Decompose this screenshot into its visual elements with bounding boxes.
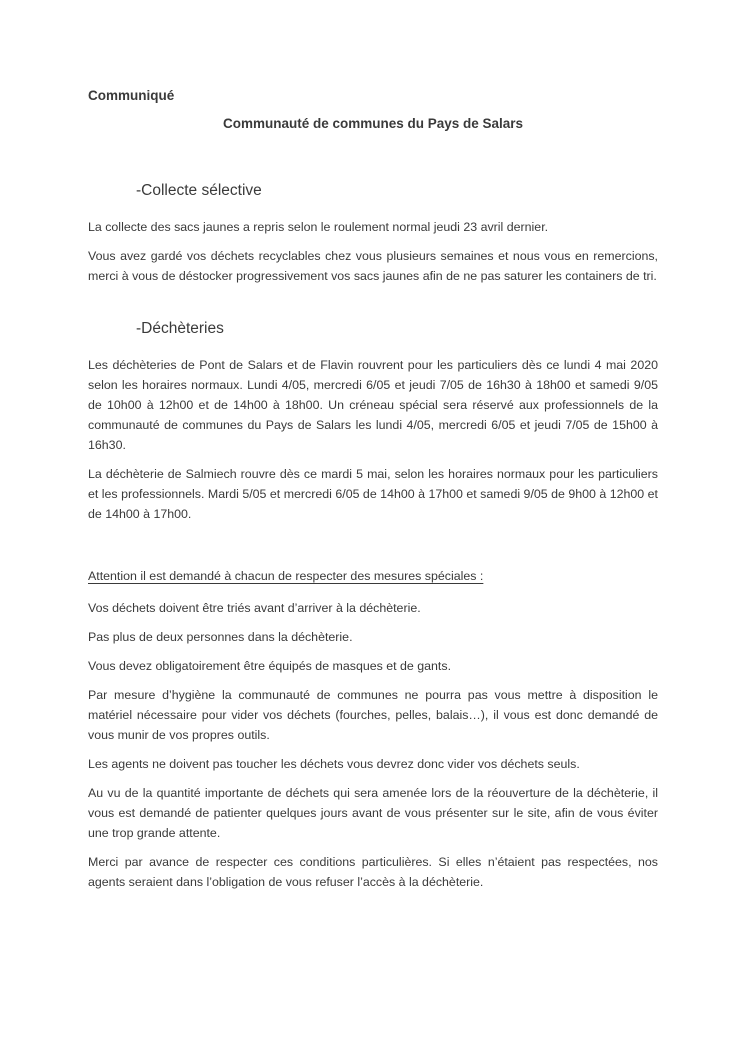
notice-rule-7: Merci par avance de respecter ces conditions particulières. Si elles n’étaient pas respectées, nos agents seraient dans l’obligation de vous refuser l’accès à la déchèterie.	[88, 854, 658, 889]
section-heading-collecte-selective: -Collecte sélective	[136, 182, 262, 200]
notice-rule-6: Au vu de la quantité importante de déchets qui sera amenée lors de la réouverture de la déchèterie, il vous est demandé de patienter quelques jours avant de vous présenter sur le site, afin de vous éviter une trop grande attente.	[88, 785, 658, 840]
notice-rule-3: Vous devez obligatoirement être équipés de masques et de gants.	[88, 658, 452, 673]
notice-rule-1: Vos déchets doivent être triés avant d’arriver à la déchèterie.	[88, 600, 421, 615]
section-heading-decheteries: -Déchèteries	[136, 319, 224, 337]
notice-rule-4: Par mesure d’hygiène la communauté de communes ne pourra pas vous mettre à disposition le matériel nécessaire pour vider vos déchets (fourches, pelles, balais…), il vous est donc demandé de vous munir de vos propres outils.	[88, 687, 658, 742]
document-title: Communiqué	[88, 88, 175, 103]
paragraph-collecte-2: Vous avez gardé vos déchets recyclables chez vous plusieurs semaines et nous vous en remercions, merci à vous de déstocker progressivement vos sacs jaunes afin de ne pas saturer les containers de tri.	[88, 248, 658, 283]
paragraph-decheteries-2: La déchèterie de Salmiech rouvre dès ce mardi 5 mai, selon les horaires normaux pour les particuliers et les professionnels. Mardi 5/05 et mercredi 6/05 de 14h00 à 17h00 et samedi 9/05 de 9h00 à 12h00 et de 14h00 à 17h00.	[88, 466, 658, 521]
document-subtitle: Communauté de communes du Pays de Salars	[222, 116, 524, 132]
notice-underlined-heading: Attention il est demandé à chacun de respecter des mesures spéciales :	[88, 568, 484, 583]
paragraph-decheteries-1: Les déchèteries de Pont de Salars et de Flavin rouvrent pour les particuliers dès ce lundi 4 mai 2020 selon les horaires normaux. Lundi 4/05, mercredi 6/05 et jeudi 7/05 de 16h30 à 18h00 et samedi 9/05 de 10h00 à 12h00 et de 14h00 à 18h00. Un créneau spécial sera réservé aux professionnels de la communauté de communes du Pays de Salars les lundi 4/05, mercredi 6/05 et jeudi 7/05 de 15h00 à 16h30.	[88, 357, 658, 452]
notice-rule-5: Les agents ne doivent pas toucher les déchets vous devrez donc vider vos déchets seuls.	[88, 756, 580, 771]
notice-rule-2: Pas plus de deux personnes dans la déchèterie.	[88, 629, 353, 644]
paragraph-collecte-1: La collecte des sacs jaunes a repris selon le roulement normal jeudi 23 avril dernier.	[88, 219, 549, 234]
